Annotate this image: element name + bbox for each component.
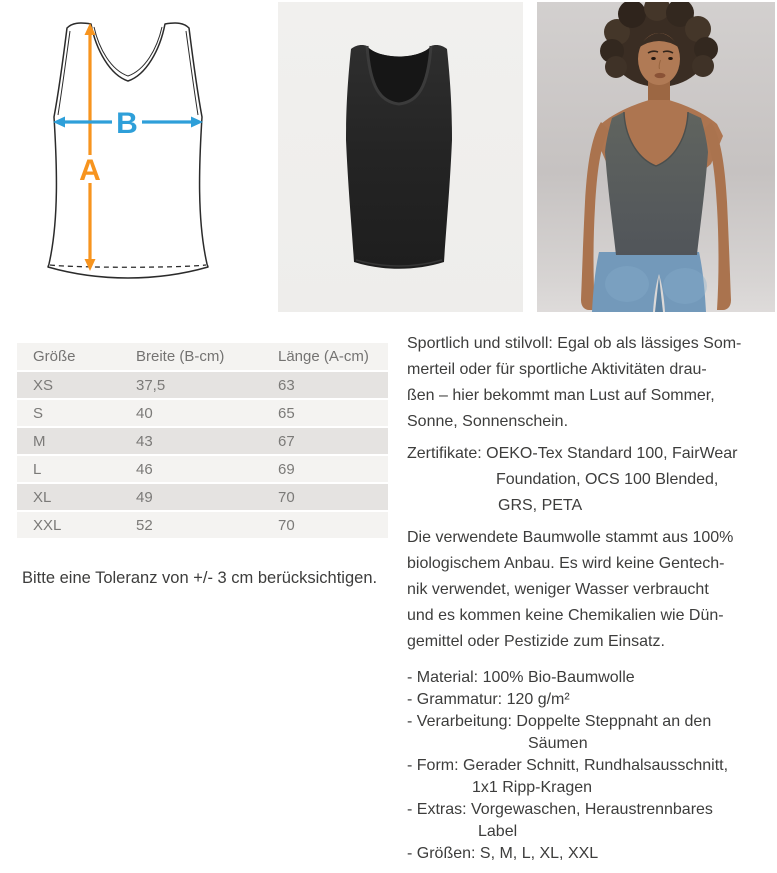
text-line: gemittel oder Pestizide zum Einsatz.: [407, 633, 665, 650]
text-line: ßen – hier bekommt man Lust auf Sommer,: [407, 387, 715, 404]
description-intro: [407, 331, 773, 435]
table-cell: 63: [278, 372, 388, 400]
model-wearing-tank-top-photo: [537, 2, 775, 312]
description-cotton: [407, 525, 773, 655]
text-line: Label: [478, 823, 518, 840]
table-cell: 65: [278, 400, 388, 428]
column-header: Länge (A-cm): [278, 343, 388, 372]
description-specs: [407, 667, 773, 865]
text-line: - Grammatur: 120 g/m²: [407, 691, 570, 708]
size-table-header-row: [17, 343, 388, 372]
table-cell: 67: [278, 428, 388, 456]
text-line: - Extras: Vorgewaschen, Heraustrennbares: [407, 801, 713, 818]
product-photo-image: [278, 2, 523, 312]
table-cell: S: [17, 400, 136, 428]
description-certificates: [407, 441, 773, 519]
text-line: biologischem Anbau. Es wird keine Gentech-: [407, 555, 725, 572]
text-line: 1x1 Ripp-Kragen: [472, 779, 593, 796]
table-cell: XS: [17, 372, 136, 400]
table-row: [17, 456, 388, 484]
column-header: Größe: [17, 343, 136, 372]
table-cell: XXL: [17, 512, 136, 540]
tank-silhouette: [48, 23, 208, 278]
table-row: [17, 428, 388, 456]
table-row: [17, 512, 388, 540]
text-line: Sonne, Sonnenschein.: [407, 413, 569, 430]
text-line: - Material: 100% Bio-Baumwolle: [407, 669, 635, 686]
product-description: [407, 331, 773, 865]
eye-right: [668, 57, 673, 60]
table-row: [17, 372, 388, 400]
text-line: GRS, PETA: [498, 497, 583, 514]
size-diagram-image: [38, 15, 238, 285]
text-line: - Verarbeitung: Doppelte Steppnaht an den: [407, 713, 712, 730]
text-line: Foundation, OCS 100 Blended,: [496, 471, 719, 488]
black-tank-top-photo: [278, 2, 523, 312]
text-line: Die verwendete Baumwolle stammt aus 100%: [407, 529, 734, 546]
tolerance-note: Bitte eine Toleranz von +/- 3 cm berücksichtigen.: [22, 569, 378, 587]
table-cell: 70: [278, 484, 388, 512]
table-cell: 46: [136, 456, 278, 484]
model-jeans: [592, 252, 707, 312]
size-table: [17, 343, 388, 540]
tank-top-outline-drawing: [38, 15, 238, 285]
table-cell: XL: [17, 484, 136, 512]
table-cell: 52: [136, 512, 278, 540]
table-cell: 69: [278, 456, 388, 484]
table-cell: L: [17, 456, 136, 484]
model-photo-image: [537, 2, 775, 312]
model-face: [638, 33, 680, 85]
table-cell: M: [17, 428, 136, 456]
text-line: nik verwendet, weniger Wasser verbraucht: [407, 581, 709, 598]
text-line: - Größen: S, M, L, XL, XXL: [407, 845, 599, 862]
text-line: Säumen: [528, 735, 588, 752]
table-row: [17, 400, 388, 428]
text-line: Zertifikate: OEKO-Tex Standard 100, FairWear: [407, 445, 738, 462]
eye-left: [651, 57, 656, 60]
table-cell: 49: [136, 484, 278, 512]
label-b: B: [116, 107, 138, 140]
lips: [655, 73, 666, 78]
table-cell: 70: [278, 512, 388, 540]
label-a: A: [79, 154, 101, 187]
text-line: und es kommen keine Chemikalien wie Dün-: [407, 607, 724, 624]
table-row: [17, 484, 388, 512]
text-line: merteil oder für sportliche Aktivitäten drau-: [407, 361, 707, 378]
table-cell: 37,5: [136, 372, 278, 400]
table-cell: 43: [136, 428, 278, 456]
column-header: Breite (B-cm): [136, 343, 278, 372]
text-line: Sportlich und stilvoll: Egal ob als lässiges Som-: [407, 335, 742, 352]
text-line: - Form: Gerader Schnitt, Rundhalsausschnitt,: [407, 757, 729, 774]
table-cell: 40: [136, 400, 278, 428]
